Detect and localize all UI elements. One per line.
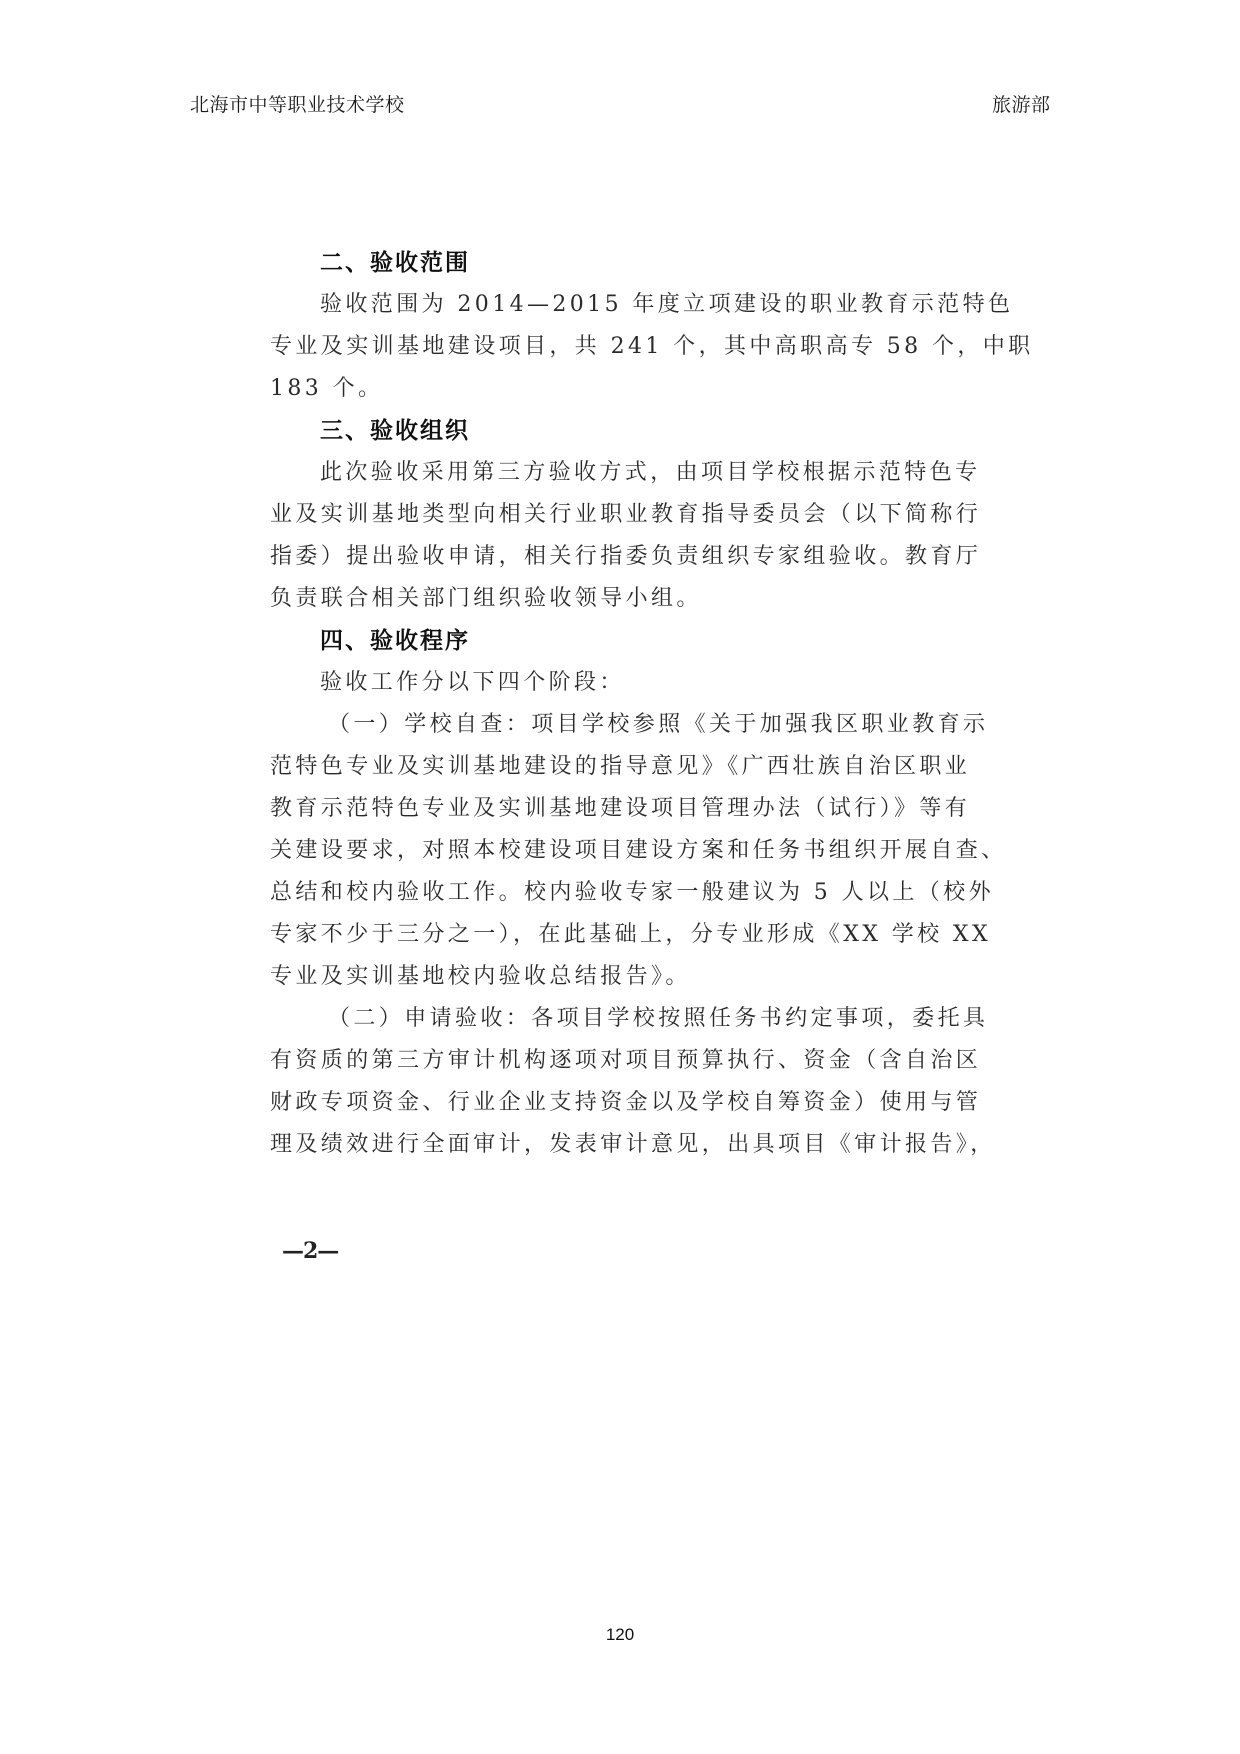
body-text-line: 专业及实训基地建设项目，共 241 个，其中高职高专 58 个，中职 bbox=[270, 334, 1034, 359]
body-text-line: 关建设要求，对照本校建设项目建设方案和任务书组织开展自查、 bbox=[270, 838, 1007, 863]
section-heading: 四、验收程序 bbox=[320, 628, 470, 654]
body-text-line: 业及实训基地类型向相关行业职业教育指导委员会（以下简称行 bbox=[270, 502, 982, 527]
body-text-line: 指委）提出验收申请，相关行指委负责组织专家组验收。教育厅 bbox=[270, 544, 982, 569]
body-text-line: 理及绩效进行全面审计，发表审计意见，出具项目《审计报告》， bbox=[270, 1132, 996, 1157]
body-text-line: 183 个。 bbox=[270, 376, 384, 401]
header-department: 旅游部 bbox=[992, 94, 1051, 116]
header-school-name: 北海市中等职业技术学校 bbox=[190, 94, 405, 116]
body-text-line: 财政专项资金、行业企业支持资金以及学校自筹资金）使用与管 bbox=[270, 1090, 982, 1115]
body-text-line: （二）申请验收：各项目学校按照任务书约定事项，委托具 bbox=[328, 1006, 989, 1031]
body-text-line: 专业及实训基地校内验收总结报告》。 bbox=[270, 964, 691, 989]
section-heading: 二、验收范围 bbox=[320, 250, 470, 276]
body-text-line: 范特色专业及实训基地建设的指导意见》《广西壮族自治区职业 bbox=[270, 754, 971, 779]
inner-page-number: —2— bbox=[282, 1238, 339, 1264]
body-text-line: 负责联合相关部门组织验收领导小组。 bbox=[270, 586, 702, 611]
body-text-line: 教育示范特色专业及实训基地建设项目管理办法（试行）》等有 bbox=[270, 796, 971, 821]
section-heading: 三、验收组织 bbox=[320, 418, 470, 444]
body-text-line: 专家不少于三分之一），在此基础上，分专业形成《XX 学校 XX bbox=[270, 922, 992, 947]
body-text-line: 验收范围为 2014—2015 年度立项建设的职业教育示范特色 bbox=[320, 292, 1014, 317]
body-text-line: 验收工作分以下四个阶段： bbox=[320, 670, 625, 695]
body-text-line: 有资质的第三方审计机构逐项对项目预算执行、资金（含自治区 bbox=[270, 1048, 982, 1073]
page-number: 120 bbox=[605, 1625, 635, 1644]
body-text-line: （一）学校自查：项目学校参照《关于加强我区职业教育示 bbox=[328, 712, 989, 737]
body-text-line: 总结和校内验收工作。校内验收专家一般建议为 5 人以上（校外 bbox=[270, 880, 994, 905]
document-body bbox=[270, 242, 1034, 1166]
body-text-line: 此次验收采用第三方验收方式，由项目学校根据示范特色专 bbox=[320, 460, 981, 485]
